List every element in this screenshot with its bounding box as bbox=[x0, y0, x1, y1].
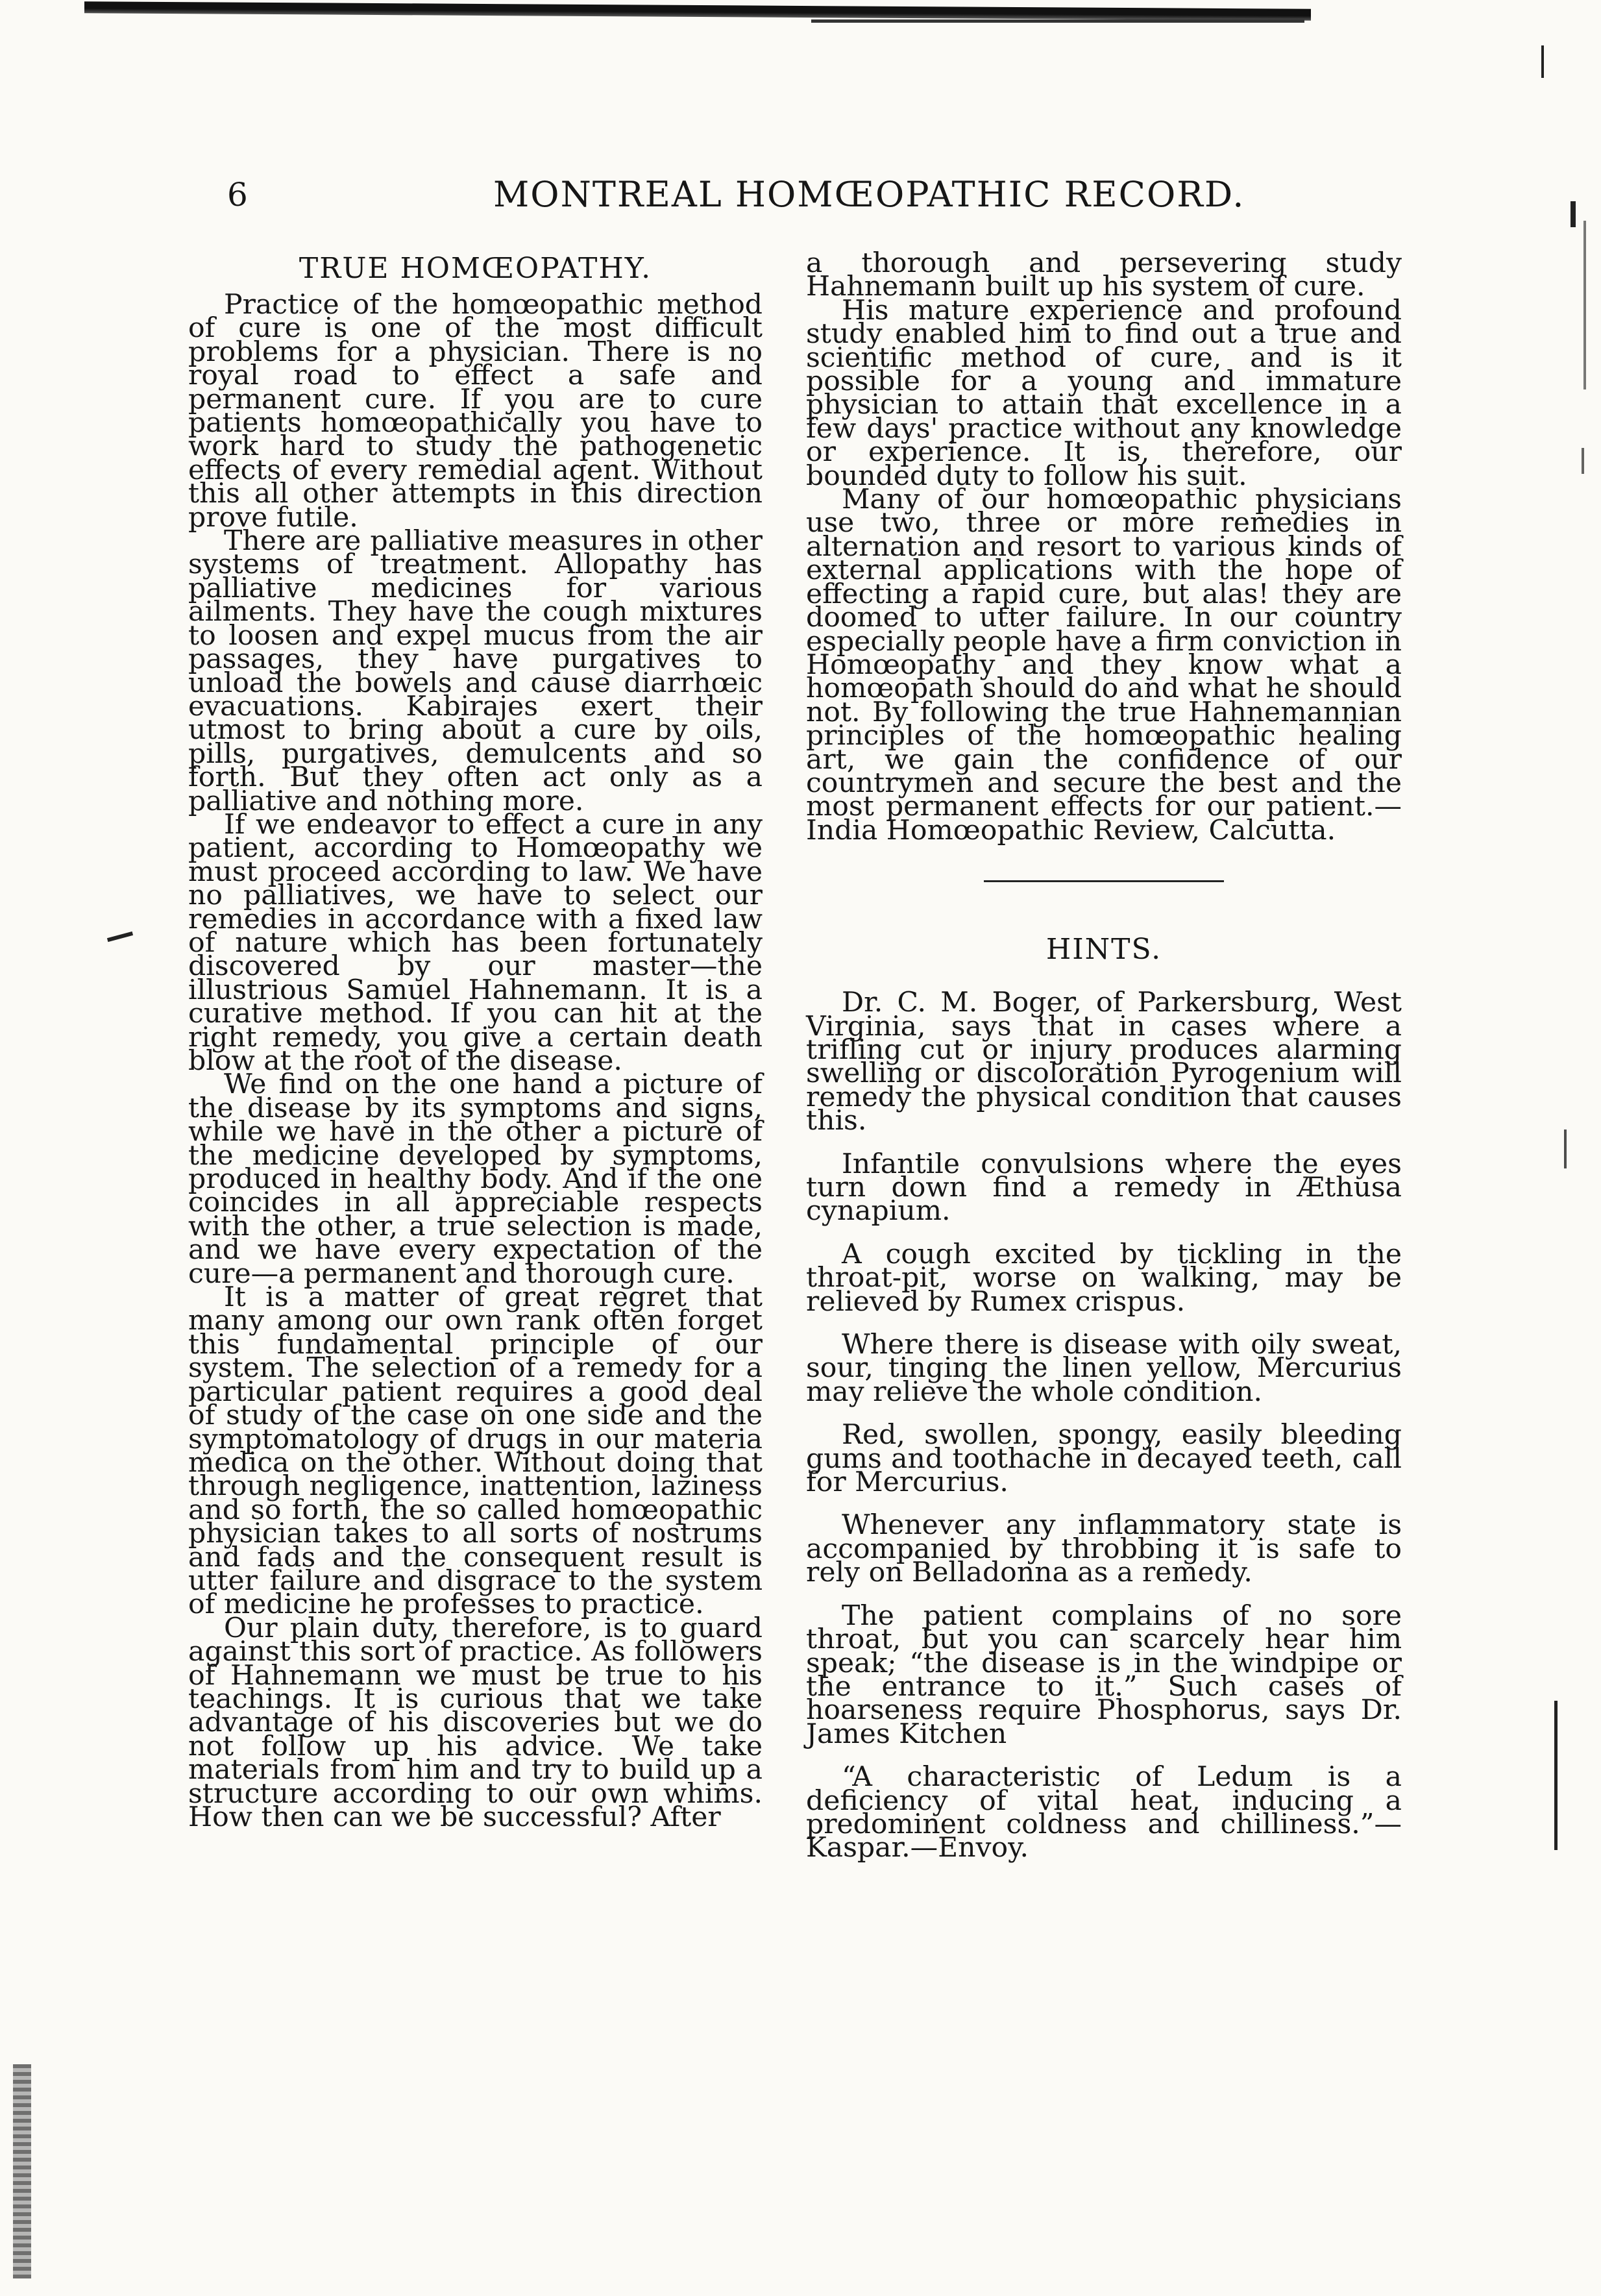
margin-mark bbox=[107, 932, 133, 942]
margin-mark bbox=[1564, 1129, 1567, 1168]
hint-item: Whenever any inflammatory state is accompanied by throbbing it is safe to rely on Belladonna as a remedy. bbox=[806, 1509, 1402, 1589]
hint-item: Infantile convulsions where the eyes turn down find a remedy in Æthusa cynapium. bbox=[806, 1148, 1402, 1228]
paragraph: His mature experience and profound study enabled him to find out a true and scientific method of cure, and is it possible for a young and immature physician to attain that excellence in a few days' practice without any knowledge or experience. It is, therefore, our bounded duty to follow his suit. bbox=[806, 294, 1402, 492]
hint-item: “A characteristic of Ledum is a deficiency of vital heat, inducing a predominent coldness and chilliness.”—Kaspar.—Envoy. bbox=[806, 1761, 1402, 1864]
scan-edge bbox=[13, 2064, 31, 2278]
section-title-hints: HINTS. bbox=[1045, 933, 1162, 967]
paragraph: Practice of the homœopathic method of cure is one of the most difficult problems for a physician. There is no royal road to effect a safe and permanent cure. If you are to cure patients homœopathically you have to work hard to study the pathogenetic effects of every remedial agent. Without this all other attempts in this direction prove futile. bbox=[188, 289, 763, 534]
margin-mark bbox=[1554, 1701, 1558, 1850]
page-number: 6 bbox=[227, 176, 248, 214]
right-column bbox=[806, 247, 1402, 1864]
paragraph: It is a matter of great regret that many among our own rank often forget this fundamental principle of our system. The selection of a remedy for a particular patient requires a good deal of study of the case on one side and the symptomatology of drugs in our materia medica on the other. Without doing that through negligence, inattention, laziness and so forth, the so called homœopathic physician takes to all sorts of nostrums and fads and the consequent result is utter failure and disgrace to the system of medicine he professes to practice. bbox=[188, 1281, 763, 1621]
section-divider bbox=[984, 880, 1224, 882]
margin-mark bbox=[1583, 221, 1586, 389]
hint-item: A cough excited by tickling in the throat-pit, worse on walking, may be relieved by Rumex crispus. bbox=[806, 1238, 1402, 1318]
paragraph: We find on the one hand a picture of the disease by its symptoms and signs, while we have in the other a picture of the medicine developed by symptoms, produced in healthy body. And if the one coincides in all appreciable respects with the other, a true selection is made, and we have every expectation of the cure—a permanent and thorough cure. bbox=[188, 1068, 763, 1290]
running-head: MONTREAL HOMŒOPATHIC RECORD. bbox=[493, 174, 1245, 215]
paragraph-continuation: a thorough and persevering study Hahnemann built up his system of cure. bbox=[806, 247, 1402, 303]
paragraph: Many of our homœopathic physicians use two, three or more remedies in alternation and resort to various kinds of external applications with the hope of effecting a rapid cure, but alas! they are doomed to utter failure. In our country especially people have a firm conviction in Homœopathy and they know what a homœopath should do and what he should not. By following the true Hahnemannian principles of the homœopathic healing art, we gain the confidence of our countrymen and secure the best and the most permanent effects for our patient.—India Homœopathic Review, Calcutta. bbox=[806, 484, 1402, 846]
hint-item: Where there is disease with oily sweat, sour, tinging the linen yellow, Mercurius may relieve the whole condition. bbox=[806, 1329, 1402, 1408]
margin-mark bbox=[1570, 201, 1576, 227]
section-title-true-homoeopathy: TRUE HOMŒOPATHY. bbox=[299, 252, 652, 285]
margin-mark bbox=[1582, 448, 1584, 474]
hint-item: Dr. C. M. Boger, of Parkersburg, West Virginia, says that in cases where a trifling cut or injury produces alarming swelling or discoloration Pyrogenium will remedy the physical condition that causes this. bbox=[806, 987, 1402, 1137]
top-rule bbox=[84, 1, 1311, 21]
hint-item: The patient complains of no sore throat, but you can scarcely hear him speak; “the disease is in the windpipe or the entrance to it.” Such cases of hoarseness require Phosphorus, says Dr. James Kitchen bbox=[806, 1599, 1402, 1750]
paragraph: There are palliative measures in other systems of treatment. Allopathy has palliative medicines for various ailments. They have the cough mixtures to loosen and expel mucus from the air passages, they have purgatives to unload the bowels and cause diarrhœic evacuations. Kabirajes exert their utmost to bring about a cure by oils, pills, purgatives, demulcents and so forth. But they often act only as a palliative and nothing more. bbox=[188, 525, 763, 817]
top-rule-thin bbox=[811, 19, 1304, 23]
hint-item: Red, swollen, spongy, easily bleeding gums and toothache in decayed teeth, call for Mercurius. bbox=[806, 1419, 1402, 1499]
margin-mark bbox=[1541, 45, 1544, 78]
left-column bbox=[188, 252, 763, 1833]
paragraph: Our plain duty, therefore, is to guard against this sort of practice. As followers of Hahnemann we must be true to his teachings. It is curious that we take advantage of his discoveries but we do not follow up his advice. We take materials from him and try to build up a structure according to our own whims. How then can we be successful? After bbox=[188, 1612, 763, 1833]
paragraph: If we endeavor to effect a cure in any patient, according to Homœopathy we must proceed according to law. We have no palliatives, we have to select our remedies in accordance with a fixed law of nature which has been fortunately discovered by our master—the illustrious Samuel Hahnemann. It is a curative method. If you can hit at the right remedy, you give a certain death blow at the root of the disease. bbox=[188, 808, 763, 1077]
